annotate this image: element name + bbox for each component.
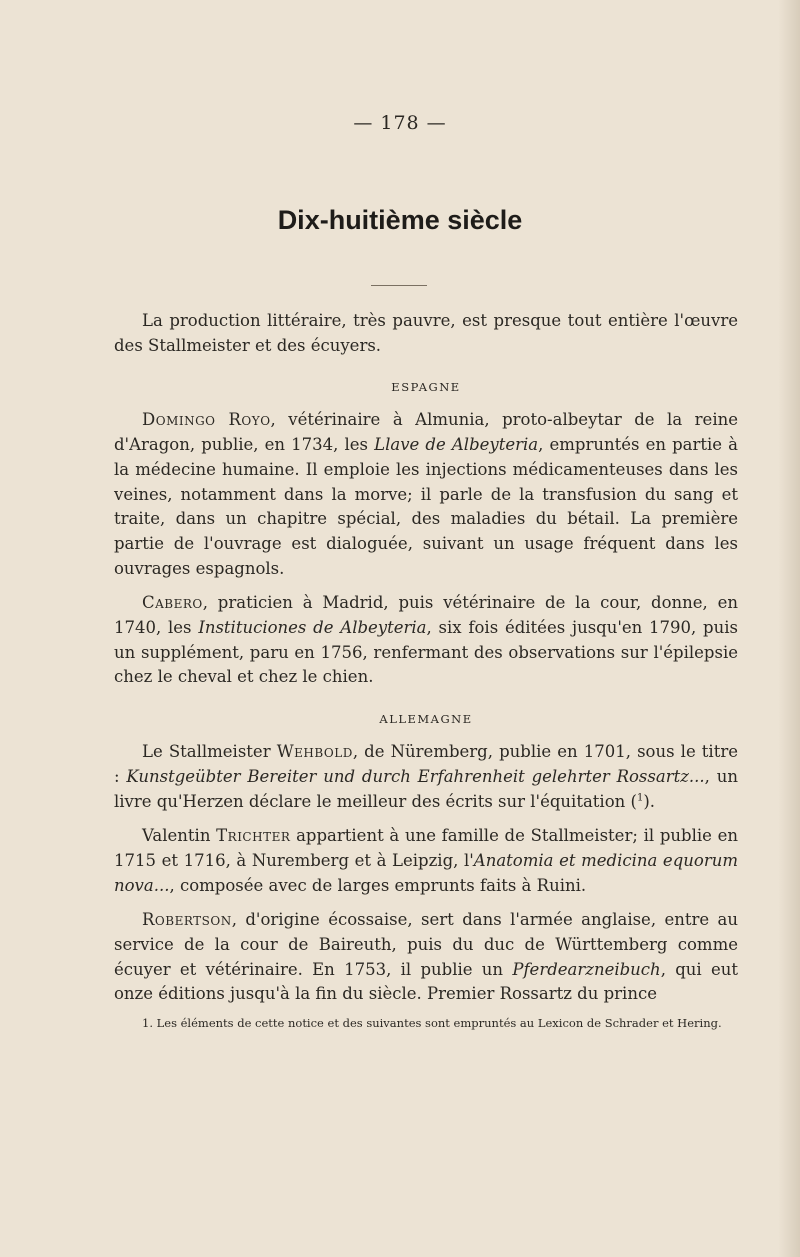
work-title-instituciones: Instituciones de Albeyteria: [198, 618, 427, 638]
body-text: [114, 309, 738, 1007]
paragraph-royo: Domingo Royo, vétérinaire à Almunia, proto-albeytar de la reine d'Aragon, publie, en 1734, les Llave de Albeyteria, empruntés en partie à la médecine humaine. Il emploie les injections médicamenteuses dans les veines, notamment dans la morve; il parle de la transfusion du sang et traite, dans un chapitre spécial, des maladies du bétail. La première partie de l'ouvrage est dialoguée, suivant un usage fréquent dans les ouvrages espagnols.: [114, 410, 739, 578]
author-name-trichter: Trichter: [216, 826, 291, 846]
footnote-reference[interactable]: 1: [636, 792, 644, 804]
work-title-pferdearzneibuch: Pferdearzneibuch: [512, 959, 661, 979]
title-divider: [371, 285, 427, 286]
paragraph-robertson: Robertson, d'origine écossaise, sert dans l'armée anglaise, entre au service de la cour de Baireuth, puis du duc de Württemberg comme écuyer et vétérinaire. En 1753, il publie un Pferdearzneibuch, qui eut onze éditions jusqu'à la fin du siècle. Premier Rossartz du prince: [114, 910, 738, 1004]
chapter-title: Dix-huitième siècle: [277, 205, 523, 235]
paragraph-trichter: Valentin Trichter appartient à une famille de Stallmeister; il publie en 1715 et 1716, à Nuremberg et à Leipzig, l'Anatomia et medicina equorum nova..., composée avec de larges emprunts faits à Ruini.: [114, 826, 739, 895]
paragraph-wehbold: Le Stallmeister Wehbold, de Nüremberg, publie en 1701, sous le titre : Kunstgeübter Bereiter und durch Erfahrenheit gelehrter Rossartz..., un livre qu'Herzen déclare le meilleur des écrits sur l'équitation ($^1$).: [114, 742, 738, 811]
author-name-wehbold: Wehbold: [276, 742, 353, 762]
work-title-anatomia: Anatomia et medicina equorum nova...: [114, 850, 738, 895]
work-title-kunstgeubter: Kunstgeübter Bereiter und durch Erfahrenheit gelehrter Rossartz...: [126, 766, 705, 786]
author-name-cabero: Cabero: [142, 593, 203, 613]
section-heading-allemagne: ALLEMAGNE: [379, 712, 473, 727]
section-heading-espagne: ESPAGNE: [391, 380, 461, 395]
author-name-robertson: Robertson: [142, 910, 232, 930]
paragraph-cabero: Cabero, praticien à Madrid, puis vétérinaire de la cour, donne, en 1740, les Instituciones de Albeyteria, six fois éditées jusqu'en 1790, puis un supplément, paru en 1756, renfermant des observations sur l'épilepsie chez le cheval et chez le chien.: [114, 593, 738, 687]
author-name-royo: Domingo Royo: [142, 410, 271, 430]
intro-paragraph: La production littéraire, très pauvre, est presque tout entière l'œuvre des Stallmeister et des écuyers.: [114, 311, 738, 355]
page-number: — 178 —: [353, 112, 447, 134]
footnote: 1. Les éléments de cette notice et des suivantes sont empruntés au Lexicon de Schrader et Hering.: [142, 1016, 722, 1030]
page-edge-shadow: [778, 0, 800, 1257]
work-title-llave: Llave de Albeyteria: [374, 435, 539, 455]
